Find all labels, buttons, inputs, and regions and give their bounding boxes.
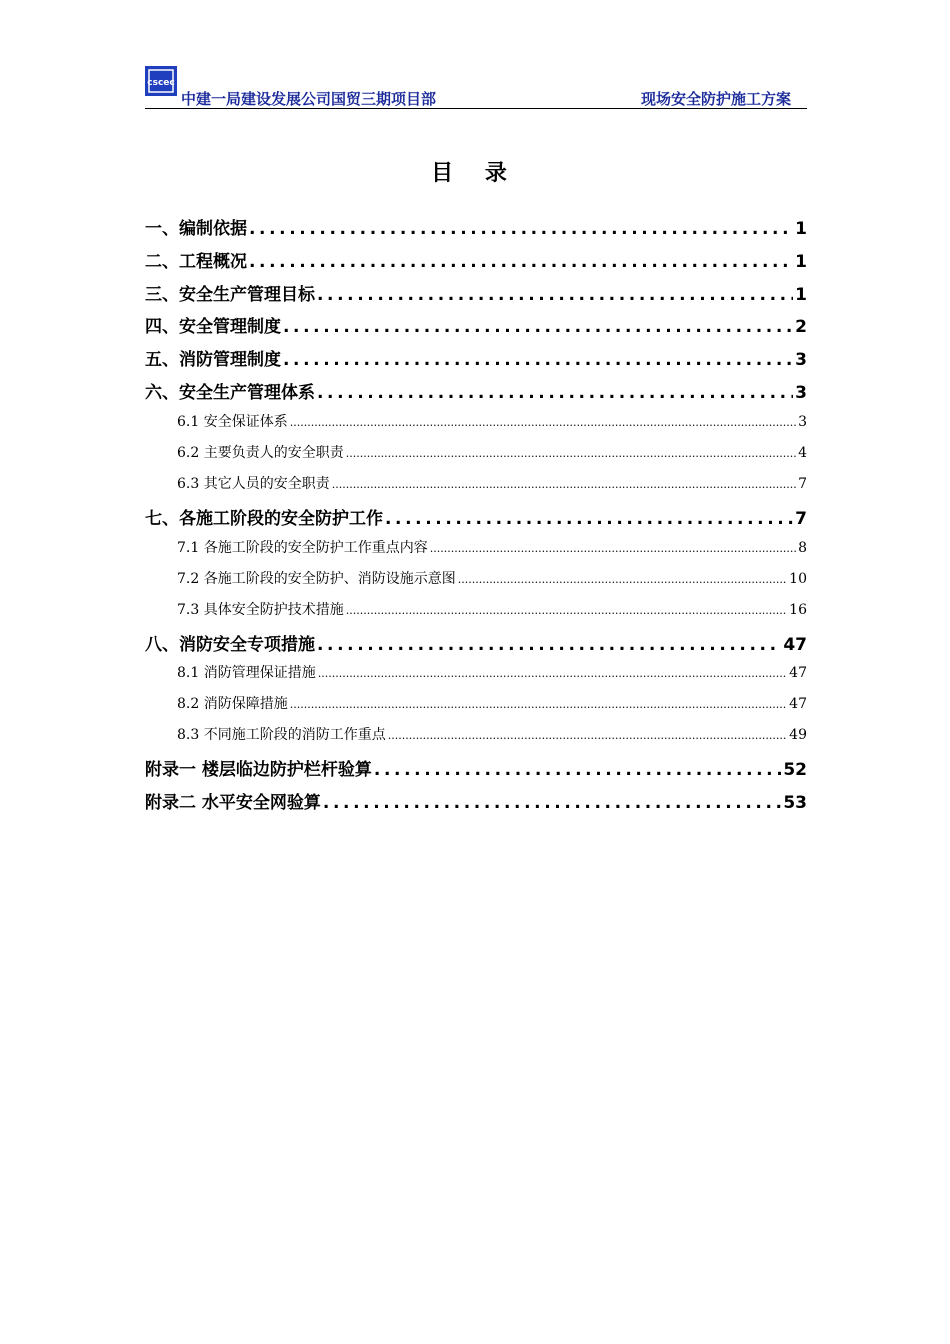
page-header [145, 64, 807, 109]
toc-leader-dots [283, 350, 793, 370]
toc-entry-page: 7 [798, 475, 807, 492]
toc-leader-dots [332, 478, 796, 491]
toc-entry-title: 六、安全生产管理体系 [145, 382, 315, 403]
toc-entry-page: 1 [795, 251, 807, 272]
toc-entry-page: 7 [795, 508, 807, 529]
toc-entry-title: 8.2 消防保障措施 [177, 696, 288, 713]
cscec-logo-icon [147, 68, 175, 94]
toc-leader-dots [346, 604, 787, 617]
toc-entry-title: 7.2 各施工阶段的安全防护、消防设施示意图 [177, 570, 456, 587]
toc-entry-page: 52 [783, 760, 807, 781]
toc-entry-page: 16 [789, 601, 807, 618]
toc-leader-dots [317, 383, 793, 403]
toc-entry-title: 7.3 具体安全防护技术措施 [177, 601, 344, 618]
toc-entry-page: 2 [795, 317, 807, 338]
toc-entry-title: 七、各施工阶段的安全防护工作 [145, 508, 383, 529]
toc-entry-page: 47 [789, 696, 807, 713]
toc-subentry[interactable] [145, 693, 807, 724]
toc-entry-title: 7.1 各施工阶段的安全防护工作重点内容 [177, 539, 428, 556]
toc-entry-title: 一、编制依据 [145, 219, 247, 239]
toc-entry[interactable] [145, 345, 807, 378]
toc-subentry[interactable] [145, 599, 807, 630]
toc-entry-title: 6.1 安全保证体系 [177, 413, 288, 430]
toc-entry[interactable] [145, 630, 807, 663]
toc-subentry[interactable] [145, 473, 807, 504]
toc-leader-dots [385, 509, 793, 529]
page-title: 目 录 [431, 161, 519, 186]
toc-entry[interactable] [145, 378, 807, 411]
toc-entry[interactable] [145, 788, 807, 821]
toc-entry-page: 1 [795, 284, 807, 305]
toc-entry[interactable] [145, 312, 807, 345]
toc-entry-title: 6.2 主要负责人的安全职责 [177, 444, 344, 461]
toc-entry-title: 四、安全管理制度 [145, 317, 281, 338]
toc-leader-dots [374, 760, 781, 780]
toc-leader-dots [249, 219, 793, 239]
toc-entry[interactable] [145, 280, 807, 313]
toc-entry-page: 3 [795, 350, 807, 371]
toc-entry-title: 五、消防管理制度 [145, 350, 281, 371]
toc-leader-dots [318, 667, 787, 680]
toc-entry-title: 6.3 其它人员的安全职责 [177, 475, 330, 492]
toc-leader-dots [283, 317, 793, 337]
toc-leader-dots [458, 573, 787, 586]
toc-entry-page: 1 [795, 219, 807, 239]
toc-subentry[interactable] [145, 724, 807, 755]
toc-entry-page: 53 [783, 793, 807, 814]
toc-leader-dots [323, 793, 781, 813]
toc-leader-dots [290, 416, 796, 429]
company-logo [145, 66, 177, 96]
toc-entry-title: 8.1 消防管理保证措施 [177, 665, 316, 682]
toc-entry[interactable] [145, 755, 807, 788]
toc-entry-title: 附录一 楼层临边防护栏杆验算 [145, 760, 372, 781]
toc-subentry[interactable] [145, 662, 807, 693]
header-document-title: 现场安全防护施工方案 [640, 90, 791, 108]
toc-entry-page: 47 [783, 634, 807, 655]
logo-text: cscec [147, 78, 175, 88]
toc-entry-page: 10 [789, 570, 807, 587]
toc-leader-dots [388, 729, 787, 742]
toc-subentry[interactable] [145, 537, 807, 568]
toc-entry-title: 8.3 不同施工阶段的消防工作重点 [177, 727, 386, 744]
toc-entry-title: 三、安全生产管理目标 [145, 284, 315, 305]
toc-entry-page: 47 [789, 665, 807, 682]
toc-entry[interactable] [145, 504, 807, 537]
toc-entry-page: 49 [789, 727, 807, 744]
toc-leader-dots [317, 285, 793, 305]
toc-entry-title: 八、消防安全专项措施 [145, 634, 315, 655]
toc-entry[interactable] [145, 214, 807, 247]
toc-entry-page: 3 [795, 382, 807, 403]
header-organization: 中建一局建设发展公司国贸三期项目部 [181, 90, 437, 108]
toc-leader-dots [317, 635, 781, 655]
toc-entry-page: 4 [798, 444, 807, 461]
toc-entry-title: 二、工程概况 [145, 251, 247, 272]
toc-entry-page: 3 [798, 413, 807, 430]
toc-subentry[interactable] [145, 411, 807, 442]
toc-entry-title: 附录二 水平安全网验算 [145, 793, 321, 814]
toc-subentry[interactable] [145, 442, 807, 473]
toc-leader-dots [430, 542, 796, 555]
toc-leader-dots [346, 447, 796, 460]
toc-entry-page: 8 [798, 539, 807, 556]
toc-leader-dots [290, 698, 787, 711]
table-of-contents [145, 214, 807, 821]
toc-entry[interactable] [145, 247, 807, 280]
toc-subentry[interactable] [145, 568, 807, 599]
toc-leader-dots [249, 252, 793, 272]
